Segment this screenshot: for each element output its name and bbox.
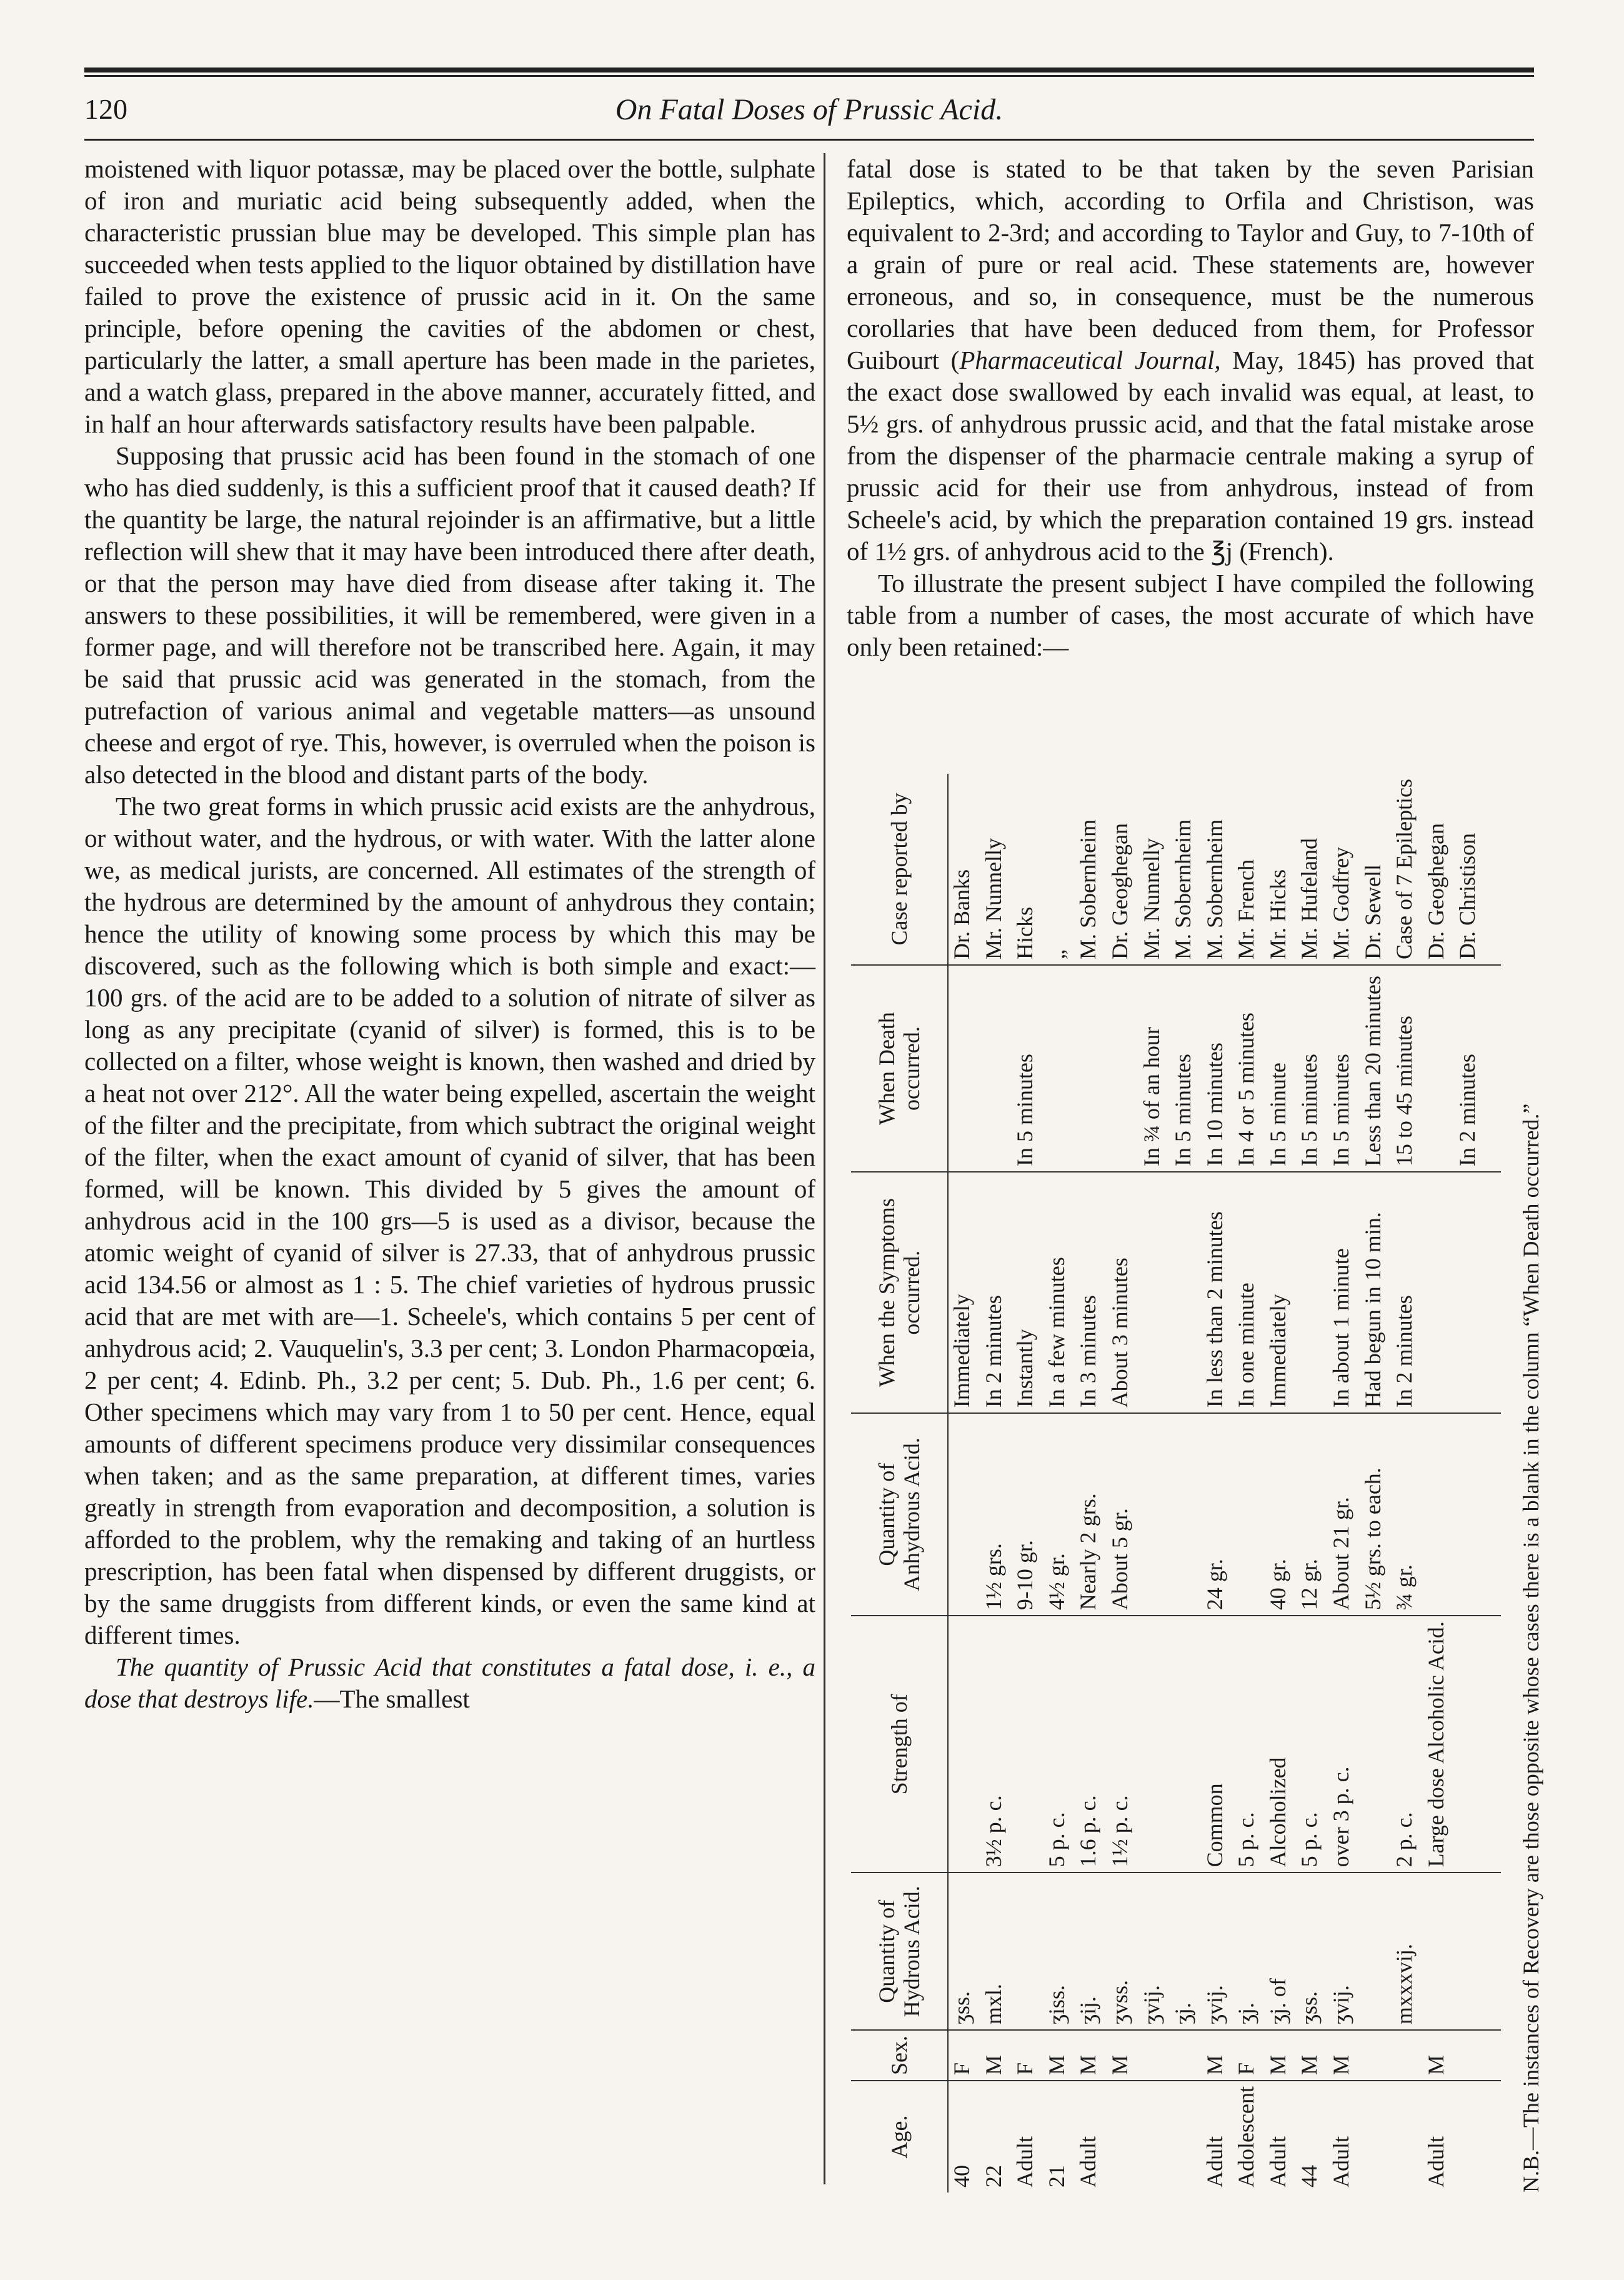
table-cell: 9-10 gr. — [1012, 1413, 1044, 1616]
table-spacer-cell — [1486, 1616, 1501, 1872]
header-reporter: Case reported by — [851, 774, 948, 965]
paragraph-4 — [84, 1651, 815, 1715]
table-cell: Mr. Godfrey — [1328, 774, 1360, 965]
table-spacer-cell — [1486, 2081, 1501, 2192]
table-cell: Mr. Hicks — [1265, 774, 1297, 965]
table-cell: Nearly 2 grs. — [1075, 1413, 1107, 1616]
table-cell: In about 1 minute — [1328, 1172, 1360, 1413]
table-cell: Adult — [1265, 2136, 1290, 2188]
table-cell: M — [1265, 2030, 1297, 2081]
table-cell — [1170, 1616, 1202, 1872]
table-cell: 1.6 p. c. — [1075, 1616, 1107, 1872]
table-cell — [1454, 2030, 1486, 2081]
header-sex: Sex. — [851, 2030, 948, 2081]
table-row — [1296, 774, 1328, 2192]
table-cell: About 3 minutes — [1107, 1172, 1138, 1413]
table-cell — [1107, 965, 1138, 1172]
table-cell: In 5 minutes — [1012, 965, 1044, 1172]
table-cell — [1138, 1413, 1170, 1616]
table-cell — [1012, 1872, 1044, 2030]
table-header-row — [851, 774, 948, 2192]
table-cell — [1423, 1413, 1455, 1616]
table-cell: In 2 minutes — [1454, 965, 1486, 1172]
table-cell: 5 p. c. — [1044, 1616, 1075, 1872]
table-spacer-cell — [1486, 1413, 1501, 1616]
header-symptoms: When the Symptoms occurred. — [851, 1172, 948, 1413]
header-strength: Strength of — [851, 1616, 948, 1872]
table-row — [1138, 774, 1170, 2192]
table-cell: In 4 or 5 minutes — [1233, 965, 1265, 1172]
table-cell: Adult — [1328, 2136, 1353, 2188]
table-cell: Adolescent — [1233, 2086, 1259, 2188]
table-cell: Dr. Geoghegan — [1107, 774, 1138, 965]
table-row — [1265, 774, 1297, 2192]
table-cell: In ¾ of an hour — [1138, 965, 1170, 1172]
fatal-doses-table-rotated — [851, 774, 1501, 2192]
table-cell: 3½ p. c. — [980, 1616, 1012, 1872]
table-cell — [1360, 2030, 1392, 2081]
table-cell: Immediately — [948, 1172, 980, 1413]
table-cell: F — [948, 2030, 980, 2081]
table-cell: M — [1107, 2030, 1138, 2081]
table-cell: 5 p. c. — [1233, 1616, 1265, 1872]
table-cell: 2 p. c. — [1391, 1616, 1423, 1872]
table-row — [1423, 774, 1455, 2192]
paragraph-5-text-b: May, 1845) has proved that the exact dose swallowed by each invalid was equal, at least, to 5½ grs. of anhydrous prussic acid, and that the fatal mistake arose from the dispenser of the pharmacie centrale making a syrup of prussic acid for their use from anhydrous, instead of from Scheele's acid, by which the preparation contained 19 grs. instead of 1½ grs. of anhydrous acid to the ℥j (French). — [847, 346, 1534, 566]
table-cell: In 3 minutes — [1075, 1172, 1107, 1413]
paragraph-4-text: —The smallest — [314, 1684, 470, 1713]
table-cell: Had begun in 10 min. — [1360, 1172, 1392, 1413]
table-cell: over 3 p. c. — [1328, 1616, 1360, 1872]
table-cell — [1423, 1872, 1455, 2030]
table-row — [1391, 774, 1423, 2192]
column-divider — [824, 153, 825, 2184]
table-cell: ʒss. — [1296, 1872, 1328, 2030]
table-cell: M — [1075, 2030, 1107, 2081]
table-cell: 24 gr. — [1202, 1413, 1233, 1616]
table-cell: 1½ grs. — [980, 1413, 1012, 1616]
table-cell — [1391, 2030, 1423, 2081]
table-spacer-cell — [1486, 2030, 1501, 2081]
table-cell: Dr. Banks — [948, 774, 980, 965]
right-column — [847, 153, 1534, 663]
table-cell: Dr. Christison — [1454, 774, 1486, 965]
table-cell: ʒvij. — [1328, 1872, 1360, 2030]
top-rule-thin — [84, 75, 1534, 77]
header-rule — [84, 139, 1534, 141]
table-cell — [1423, 965, 1455, 1172]
table-row — [1170, 774, 1202, 2192]
table-cell — [1454, 2081, 1486, 2192]
table-cell: M. Sobernheim — [1202, 774, 1233, 965]
table-cell: Adult — [1202, 2136, 1227, 2188]
table-note-wrapper — [1512, 774, 1550, 2192]
fatal-doses-table-wrapper — [851, 774, 1501, 2192]
table-cell: mxxxvij. — [1391, 1872, 1423, 2030]
table-cell: Hicks — [1012, 774, 1044, 965]
table-cell: 5 p. c. — [1296, 1616, 1328, 1872]
table-cell: ʒvss. — [1107, 1872, 1138, 2030]
table-cell: In 5 minutes — [1296, 965, 1328, 1172]
table-cell: ʒj. — [1170, 1872, 1202, 2030]
table-cell: F — [1233, 2030, 1265, 2081]
top-rule-thick — [84, 68, 1534, 72]
table-cell: Large dose Alcoholic Acid. — [1423, 1616, 1455, 1872]
table-spacer-cell — [1486, 1872, 1501, 2030]
paragraph-5-text-a: fatal dose is stated to be that taken by the seven Parisian Epileptics, which, according to Orfila and Christison, was equivalent to 2-3rd; and according to Taylor and Guy, to 7-10th of a grain of pure or real acid. These statements are, however erroneous, and so, in consequence, must be the numerous corollaries that have been deduced from them, for Professor Guibourt ( — [847, 154, 1534, 374]
table-cell: Instantly — [1012, 1172, 1044, 1413]
table-row — [1454, 774, 1486, 2192]
table-cell: ʒss. — [948, 1872, 980, 2030]
table-cell: 40 — [949, 2165, 974, 2188]
running-title: On Fatal Doses of Prussic Acid. — [615, 93, 1004, 126]
table-row — [1233, 774, 1265, 2192]
paragraph-6: To illustrate the present subject I have compiled the following table from a number of cases, the most accurate of which have only been retained:— — [847, 569, 1534, 661]
table-spacer-row — [1486, 774, 1501, 2192]
table-cell — [980, 965, 1012, 1172]
table-cell: ʒj. of — [1265, 1872, 1297, 2030]
table-cell: In 5 minute — [1265, 965, 1297, 1172]
page-header — [84, 92, 1534, 130]
table-cell: Mr. Nunnelly — [1138, 774, 1170, 965]
page-number: 120 — [84, 93, 127, 125]
header-hydrous-quantity: Quantity of Hydrous Acid. — [851, 1872, 948, 2030]
table-cell — [1454, 1872, 1486, 2030]
table-row — [948, 774, 980, 2192]
table-row — [980, 774, 1012, 2192]
table-body — [948, 774, 1501, 2192]
table-cell — [1391, 2081, 1423, 2192]
table-cell: Mr. Hufeland — [1296, 774, 1328, 965]
table-cell: ʒvij. — [1202, 1872, 1233, 2030]
table-cell: ʒvij. — [1138, 1872, 1170, 2030]
table-cell: In 5 minutes — [1170, 965, 1202, 1172]
table-cell — [1360, 2081, 1392, 2192]
table-cell: ¾ gr. — [1391, 1413, 1423, 1616]
table-cell: 4½ gr. — [1044, 1413, 1075, 1616]
table-cell: M — [1044, 2030, 1075, 2081]
table-note: N.B.—The instances of Recovery are those opposite whose cases there is a blank in the column “When Death occurred.” — [1518, 1103, 1543, 2192]
header-anhydrous-quantity: Quantity of Anhydrous Acid. — [851, 1413, 948, 1616]
table-cell: M — [980, 2030, 1012, 2081]
paragraph-5 — [847, 153, 1534, 568]
table-cell: About 5 gr. — [1107, 1413, 1138, 1616]
table-cell — [1170, 2081, 1202, 2192]
table-cell: Immediately — [1265, 1172, 1297, 1413]
table-cell — [1075, 965, 1107, 1172]
table-cell — [1423, 1172, 1455, 1413]
table-cell: mxl. — [980, 1872, 1012, 2030]
table-cell: M — [1328, 2030, 1360, 2081]
paragraph-2: Supposing that prussic acid has been found in the stomach of one who has died suddenly, is this a sufficient proof that it caused death? If the quantity be large, the natural rejoinder is an affirmative, but a little reflection will shew that it may have been introduced there after death, or that the person may have died from disease after taking it. The answers to these possibilities, it will be remembered, were given in a former page, and will therefore not be transcribed here. Again, it may be said that prussic acid was generated in the stomach, from the putrefaction of various animal and vegetable matters—as unsound cheese and ergot of rye. This, however, is overruled when the poison is also detected in the blood and distant parts of the body. — [84, 441, 815, 789]
table-cell: In less than 2 minutes — [1202, 1172, 1233, 1413]
table-cell: Mr. Nunnelly — [980, 774, 1012, 965]
fatal-doses-table — [851, 774, 1501, 2192]
table-spacer-cell — [1486, 1172, 1501, 1413]
table-cell: Adult — [1423, 2136, 1448, 2188]
table-cell — [1454, 1172, 1486, 1413]
table-cell: In 5 minutes — [1328, 965, 1360, 1172]
table-cell: Adult — [1075, 2136, 1101, 2188]
journal-title: Pharmaceutical Journal, — [959, 346, 1221, 374]
table-cell: Alcoholized — [1265, 1616, 1297, 1872]
header-death: When Death occurred. — [851, 965, 948, 1172]
table-cell: M. Sobernheim — [1075, 774, 1107, 965]
paragraph-3: The two great forms in which prussic acid exists are the anhydrous, or without water, and the hydrous, or with water. With the latter alone we, as medical jurists, are concerned. All estimates of the strength of the hydrous are determined by the amount of anhydrous they contain; hence the utility of knowing some process by which this may be discovered, such as the following which is both simple and exact:—100 grs. of the acid are to be added to a solution of nitrate of silver as long as any precipitate (cyanid of silver) is formed, this is to be collected on a filter, whose weight is known, then washed and dried by a heat not over 212°. All the water being expelled, ascertain the weight of the filter and the precipitate, from which subtract the original weight of the filter, when the exact amount of cyanid of silver, that has been formed, will be known. This divided by 5 gives the amount of anhydrous acid in the 100 grs—5 is used as a divisor, because the atomic weight of cyanid of silver is 27.33, that of anhydrous prussic acid 134.56 or almost as 1 : 5. The chief varieties of hydrous prussic acid that are met with are—1. Scheele's, which contains 5 per cent of anhydrous acid; 2. Vauquelin's, 3.3 per cent; 3. London Pharmacopœia, 2 per cent; 4. Edinb. Ph., 3.2 per cent; 5. Dub. Ph., 1.6 per cent; 6. Other specimens which may vary from 1 to 50 per cent. Hence, equal amounts of different specimens produce very dissimilar consequences when taken; and as the same preparation, at different times, varies greatly in strength from evaporation and decomposition, a solution is afforded to the problem, why the remaking and taking of an hurtless prescription, has been fatal when dispensed by different druggists, or by the same druggists from different kinds, or even the same kind at different times. — [84, 792, 815, 1649]
table-cell: Dr. Sewell — [1360, 774, 1392, 965]
table-cell: ʒj. — [1233, 1872, 1265, 2030]
table-cell — [1107, 2081, 1138, 2192]
table-row — [1328, 774, 1360, 2192]
table-cell: ʒiss. — [1044, 1872, 1075, 2030]
table-cell: Dr. Geoghegan — [1423, 774, 1455, 965]
table-row — [1360, 774, 1392, 2192]
table-cell: About 21 gr. — [1328, 1413, 1360, 1616]
table-cell: Case of 7 Epileptics — [1391, 774, 1423, 965]
table-cell — [1233, 1413, 1265, 1616]
table-cell — [1170, 1172, 1202, 1413]
table-row — [1012, 774, 1044, 2192]
table-cell — [1454, 1413, 1486, 1616]
table-cell — [1360, 1872, 1392, 2030]
table-cell — [1296, 1172, 1328, 1413]
table-cell: M — [1423, 2030, 1455, 2081]
table-cell: „ — [1044, 774, 1075, 965]
table-cell: F — [1012, 2030, 1044, 2081]
table-cell — [1044, 965, 1075, 1172]
table-cell — [1360, 1616, 1392, 1872]
table-row — [1202, 774, 1233, 2192]
paragraph-1: moistened with liquor potassæ, may be placed over the bottle, sulphate of iron and muriatic acid being subsequently added, when the characteristic prussian blue may be developed. This simple plan has succeeded when tests applied to the liquor obtained by distillation have failed to prove the existence of prussic acid in it. On the same principle, before opening the cavities of the abdomen or chest, particularly the latter, a small aperture has been made in the parietes, and a watch glass, prepared in the above manner, accurately fitted, and in half an hour afterwards satisfactory results have been palpable. — [84, 154, 815, 438]
table-row — [1107, 774, 1138, 2192]
table-cell — [1138, 2081, 1170, 2192]
table-cell: 22 — [980, 2165, 1006, 2188]
table-cell: ʒij. — [1075, 1872, 1107, 2030]
table-cell: M. Sobernheim — [1170, 774, 1202, 965]
table-cell: Less than 20 minutes — [1360, 965, 1392, 1172]
table-cell: 15 to 45 minutes — [1391, 965, 1423, 1172]
table-cell — [948, 1616, 980, 1872]
table-cell: Mr. French — [1233, 774, 1265, 965]
header-age: Age. — [851, 2081, 948, 2192]
table-cell — [1170, 2030, 1202, 2081]
table-cell: 44 — [1297, 2165, 1322, 2188]
table-spacer-cell — [1486, 774, 1501, 965]
table-cell: 21 — [1044, 2165, 1069, 2188]
table-cell: Adult — [1012, 2136, 1038, 2188]
table-cell — [1170, 1413, 1202, 1616]
table-cell: M — [1202, 2030, 1233, 2081]
table-cell — [948, 965, 980, 1172]
table-cell — [1138, 2030, 1170, 2081]
table-cell — [1138, 1172, 1170, 1413]
table-cell: In one minute — [1233, 1172, 1265, 1413]
table-cell — [1454, 1616, 1486, 1872]
table-cell: Common — [1202, 1616, 1233, 1872]
table-cell — [1012, 1616, 1044, 1872]
table-cell — [1138, 1616, 1170, 1872]
section-heading: The quantity of Prussic Acid that constitutes a fatal dose, i. e., a dose that destroys life. — [84, 1652, 815, 1713]
table-cell: 40 gr. — [1265, 1413, 1297, 1616]
left-column — [84, 153, 815, 1715]
table-cell: In 10 minutes — [1202, 965, 1233, 1172]
table-cell: M — [1296, 2030, 1328, 2081]
table-row — [1075, 774, 1107, 2192]
table-cell: In 2 minutes — [1391, 1172, 1423, 1413]
table-cell: 1½ p. c. — [1107, 1616, 1138, 1872]
table-cell: 12 gr. — [1296, 1413, 1328, 1616]
table-spacer-cell — [1486, 965, 1501, 1172]
table-cell: 5½ grs. to each. — [1360, 1413, 1392, 1616]
table-cell — [948, 1413, 980, 1616]
table-cell: In a few minutes — [1044, 1172, 1075, 1413]
table-cell: In 2 minutes — [980, 1172, 1012, 1413]
table-row — [1044, 774, 1075, 2192]
